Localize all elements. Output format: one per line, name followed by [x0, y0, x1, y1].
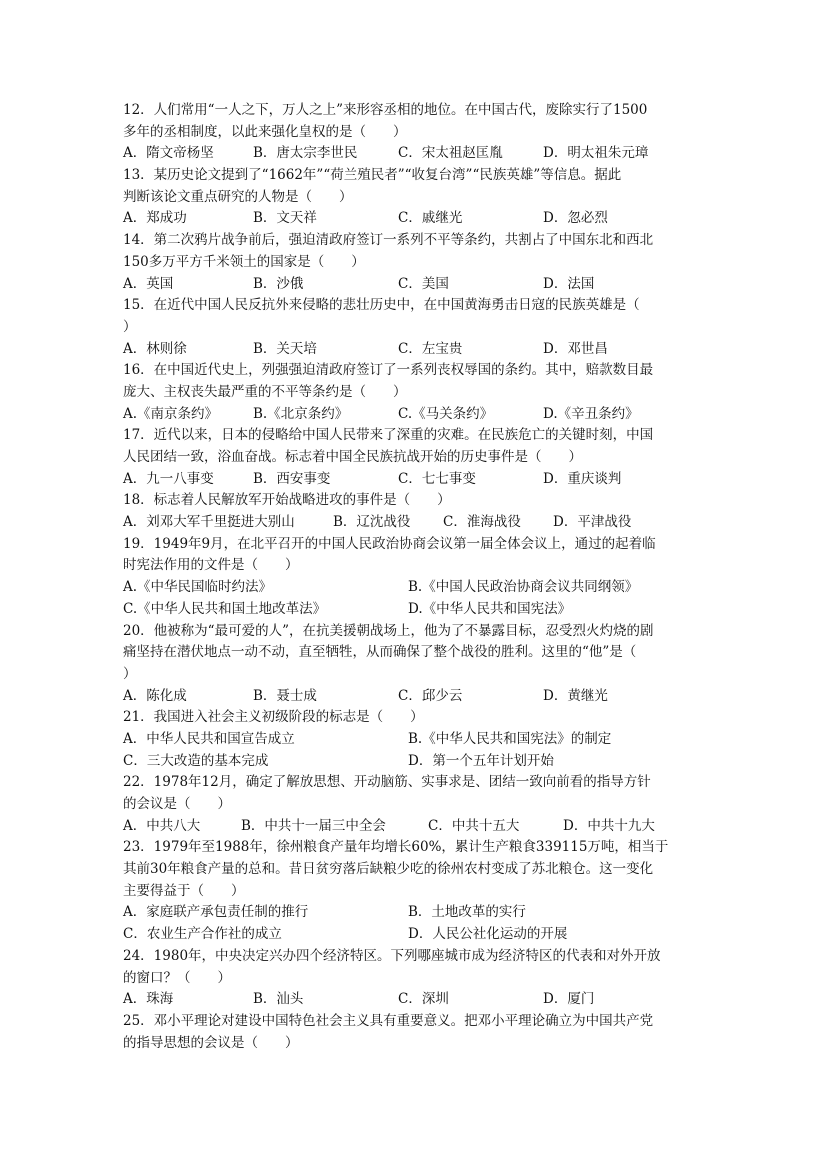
- answer-option[interactable]: C．美国: [398, 275, 449, 292]
- answer-option[interactable]: A．珠海: [123, 991, 174, 1008]
- question-item: [123, 946, 703, 1011]
- option-row: [123, 924, 703, 946]
- question-stem-line: 17．近代以来，日本的侵略给中国人民带来了深重的灾难。在民族危亡的关键时刻，中国: [123, 427, 654, 444]
- answer-option[interactable]: C．三大改造的基本完成: [123, 752, 269, 769]
- option-row: [123, 686, 703, 708]
- answer-option[interactable]: A．中共八大: [123, 817, 201, 834]
- answer-option[interactable]: B．中共十一届三中全会: [241, 817, 386, 834]
- question-stem-line: 的会议是（ ）: [123, 796, 231, 812]
- answer-option[interactable]: D．重庆谈判: [543, 470, 622, 487]
- question-stem-line: 多年的丞相制度，以此来强化皇权的是（ ）: [123, 123, 407, 140]
- question-item: [123, 100, 703, 165]
- answer-option[interactable]: A.《南京条约》: [123, 405, 219, 422]
- answer-option[interactable]: D.《中华人民共和国宪法》: [408, 600, 572, 617]
- answer-option[interactable]: A．中华人民共和国宣告成立: [123, 730, 295, 747]
- answer-option[interactable]: A．陈化成: [123, 687, 187, 704]
- answer-option[interactable]: A．九一八事变: [123, 470, 214, 487]
- answer-option[interactable]: B．文天祥: [253, 210, 317, 227]
- answer-option[interactable]: D.《辛丑条约》: [543, 405, 639, 422]
- question-item: [123, 772, 703, 837]
- question-stem-line: ）: [123, 665, 137, 682]
- question-stem-line: 庞大、主权丧失最严重的不平等条约是（ ）: [123, 383, 407, 400]
- option-row: [123, 599, 703, 621]
- option-row: [123, 208, 703, 230]
- option-row: [123, 469, 703, 491]
- question-stem-line: 19．1949年9月，在北平召开的中国人民政治协商会议第一届全体会议上，通过的起着临: [123, 535, 656, 552]
- question-item: [123, 1011, 703, 1054]
- answer-option[interactable]: B.《中国人民政治协商会议共同纲领》: [408, 579, 639, 596]
- answer-option[interactable]: A.《中华民国临时约法》: [123, 579, 273, 596]
- answer-option[interactable]: B．西安事变: [253, 470, 331, 487]
- option-row: [123, 902, 703, 924]
- question-item: [123, 425, 703, 490]
- question-stem-line: 13．某历史论文提到了“1662年”“荷兰殖民者”“收复台湾”“民族英雄”等信息。据此: [123, 167, 622, 184]
- answer-option[interactable]: D．忽必烈: [543, 210, 608, 227]
- answer-option[interactable]: D．黄继光: [543, 687, 608, 704]
- question-stem-line: 12．人们常用“一人之下，万人之上”来形容丞相的地位。在中国古代，废除实行了1500: [123, 102, 648, 118]
- question-stem-line: 人民团结一致，浴血奋战。标志着中国全民族抗战开始的历史事件是（ ）: [123, 449, 582, 465]
- answer-option[interactable]: B．聂士成: [253, 687, 317, 704]
- question-stem-line: 的指导思想的会议是（ ）: [123, 1034, 299, 1051]
- question-stem-line: 时宪法作用的文件是（ ）: [123, 557, 299, 574]
- answer-option[interactable]: D．法国: [543, 275, 595, 292]
- question-stem-line: 18．标志着人民解放军开始战略进攻的事件是（ ）: [123, 492, 451, 509]
- question-stem-line: 主要得益于（ ）: [123, 882, 245, 899]
- answer-option[interactable]: C．淮海战役: [443, 514, 521, 531]
- question-stem-line: 14．第二次鸦片战争前后，强迫清政府签订一系列不平等条约，共割占了中国东北和西北: [123, 232, 654, 249]
- question-list: [123, 100, 703, 1054]
- answer-option[interactable]: B.《中华人民共和国宪法》的制定: [408, 730, 612, 747]
- answer-option[interactable]: B．辽沈战役: [333, 514, 411, 531]
- question-stem-line: 25．邓小平理论对建设中国特色社会主义具有重要意义。把邓小平理论确立为中国共产党: [123, 1012, 654, 1029]
- answer-option[interactable]: A．隋文帝杨坚: [123, 145, 214, 162]
- question-item: [123, 230, 703, 295]
- answer-option[interactable]: C.《中华人民共和国土地改革法》: [123, 600, 327, 617]
- answer-option[interactable]: C．邱少云: [398, 687, 463, 704]
- answer-option[interactable]: C．农业生产合作社的成立: [123, 926, 282, 943]
- option-row: [123, 729, 703, 751]
- answer-option[interactable]: B．唐太宗李世民: [253, 145, 358, 162]
- answer-option[interactable]: D．明太祖朱元璋: [543, 145, 649, 162]
- option-row: [123, 816, 703, 838]
- question-item: [123, 837, 703, 945]
- answer-option[interactable]: D．中共十九大: [563, 817, 655, 834]
- question-stem-line: 15．在近代中国人民反抗外来侵略的悲壮历史中，在中国黄海勇击日寇的民族英雄是（: [123, 297, 640, 314]
- question-stem-line: 16．在中国近代史上，列强强迫清政府签订了一系列丧权辱国的条约。其中，赔款数目最: [123, 362, 654, 379]
- option-row: [123, 751, 703, 773]
- option-row: [123, 989, 703, 1011]
- option-row: [123, 577, 703, 599]
- question-stem-line: 20．他被称为“最可爱的人”，在抗美援朝战场上，他为了不暴露目标，忍受烈火灼烧的剧: [123, 622, 654, 639]
- answer-option[interactable]: D．第一个五年计划开始: [408, 752, 554, 769]
- question-item: [123, 490, 703, 533]
- option-row: [123, 404, 703, 426]
- question-item: [123, 707, 703, 772]
- question-stem-line: 150多万平方千米领土的国家是（ ）: [123, 253, 365, 270]
- answer-option[interactable]: C．中共十五大: [428, 817, 520, 834]
- question-stem-line: 痛坚持在潜伏地点一动不动，直至牺牲，从而确保了整个战役的胜利。这里的“他”是（: [123, 644, 637, 661]
- answer-option[interactable]: C．深圳: [398, 991, 449, 1008]
- answer-option[interactable]: C．宋太祖赵匡胤: [398, 145, 503, 162]
- answer-option[interactable]: B．关天培: [253, 340, 317, 357]
- question-stem-line: 22．1978年12月，确定了解放思想、开动脑筋、实事求是、团结一致向前看的指导方针: [123, 774, 651, 791]
- answer-option[interactable]: C．戚继光: [398, 210, 463, 227]
- question-stem-line: 其前30年粮食产量的总和。昔日贫穷落后缺粮少吃的徐州农村变成了苏北粮仓。这一变化: [123, 861, 654, 878]
- option-row: [123, 512, 703, 534]
- answer-option[interactable]: A．刘邓大军千里挺进大别山: [123, 514, 295, 531]
- question-stem-line: 的窗口？（ ）: [123, 969, 231, 986]
- answer-option[interactable]: A．英国: [123, 275, 174, 292]
- question-stem-line: 24．1980年，中央决定兴办四个经济特区。下列哪座城市成为经济特区的代表和对外开放: [123, 947, 661, 964]
- question-stem-line: 21．我国进入社会主义初级阶段的标志是（ ）: [123, 709, 424, 726]
- answer-option[interactable]: C．七七事变: [398, 470, 476, 487]
- answer-option[interactable]: C．左宝贵: [398, 340, 463, 357]
- question-item: [123, 360, 703, 425]
- option-row: [123, 143, 703, 165]
- answer-option[interactable]: B．汕头: [253, 991, 304, 1008]
- answer-option[interactable]: D．平津战役: [553, 514, 632, 531]
- option-row: [123, 274, 703, 296]
- question-item: [123, 295, 703, 360]
- answer-option[interactable]: A．林则徐: [123, 340, 187, 357]
- answer-option[interactable]: B．土地改革的实行: [408, 904, 526, 921]
- question-item: [123, 534, 703, 621]
- answer-option[interactable]: D．厦门: [543, 991, 595, 1008]
- option-row: [123, 339, 703, 361]
- question-stem-line: 23．1979年至1988年，徐州粮食产量年均增长60%，累计生产粮食339115万吨，相当于: [123, 839, 669, 856]
- answer-option[interactable]: B．沙俄: [253, 275, 304, 292]
- answer-option[interactable]: A．郑成功: [123, 210, 187, 227]
- answer-option[interactable]: C.《马关条约》: [398, 405, 494, 422]
- answer-option[interactable]: D．人民公社化运动的开展: [408, 926, 568, 943]
- question-item: [123, 165, 703, 230]
- answer-option[interactable]: B.《北京条约》: [253, 405, 349, 422]
- question-stem-line: 判断该论文重点研究的人物是（ ）: [123, 188, 353, 205]
- question-stem-line: ）: [123, 318, 137, 335]
- answer-option[interactable]: A．家庭联产承包责任制的推行: [123, 904, 309, 921]
- answer-option[interactable]: D．邓世昌: [543, 340, 608, 357]
- question-item: [123, 621, 703, 708]
